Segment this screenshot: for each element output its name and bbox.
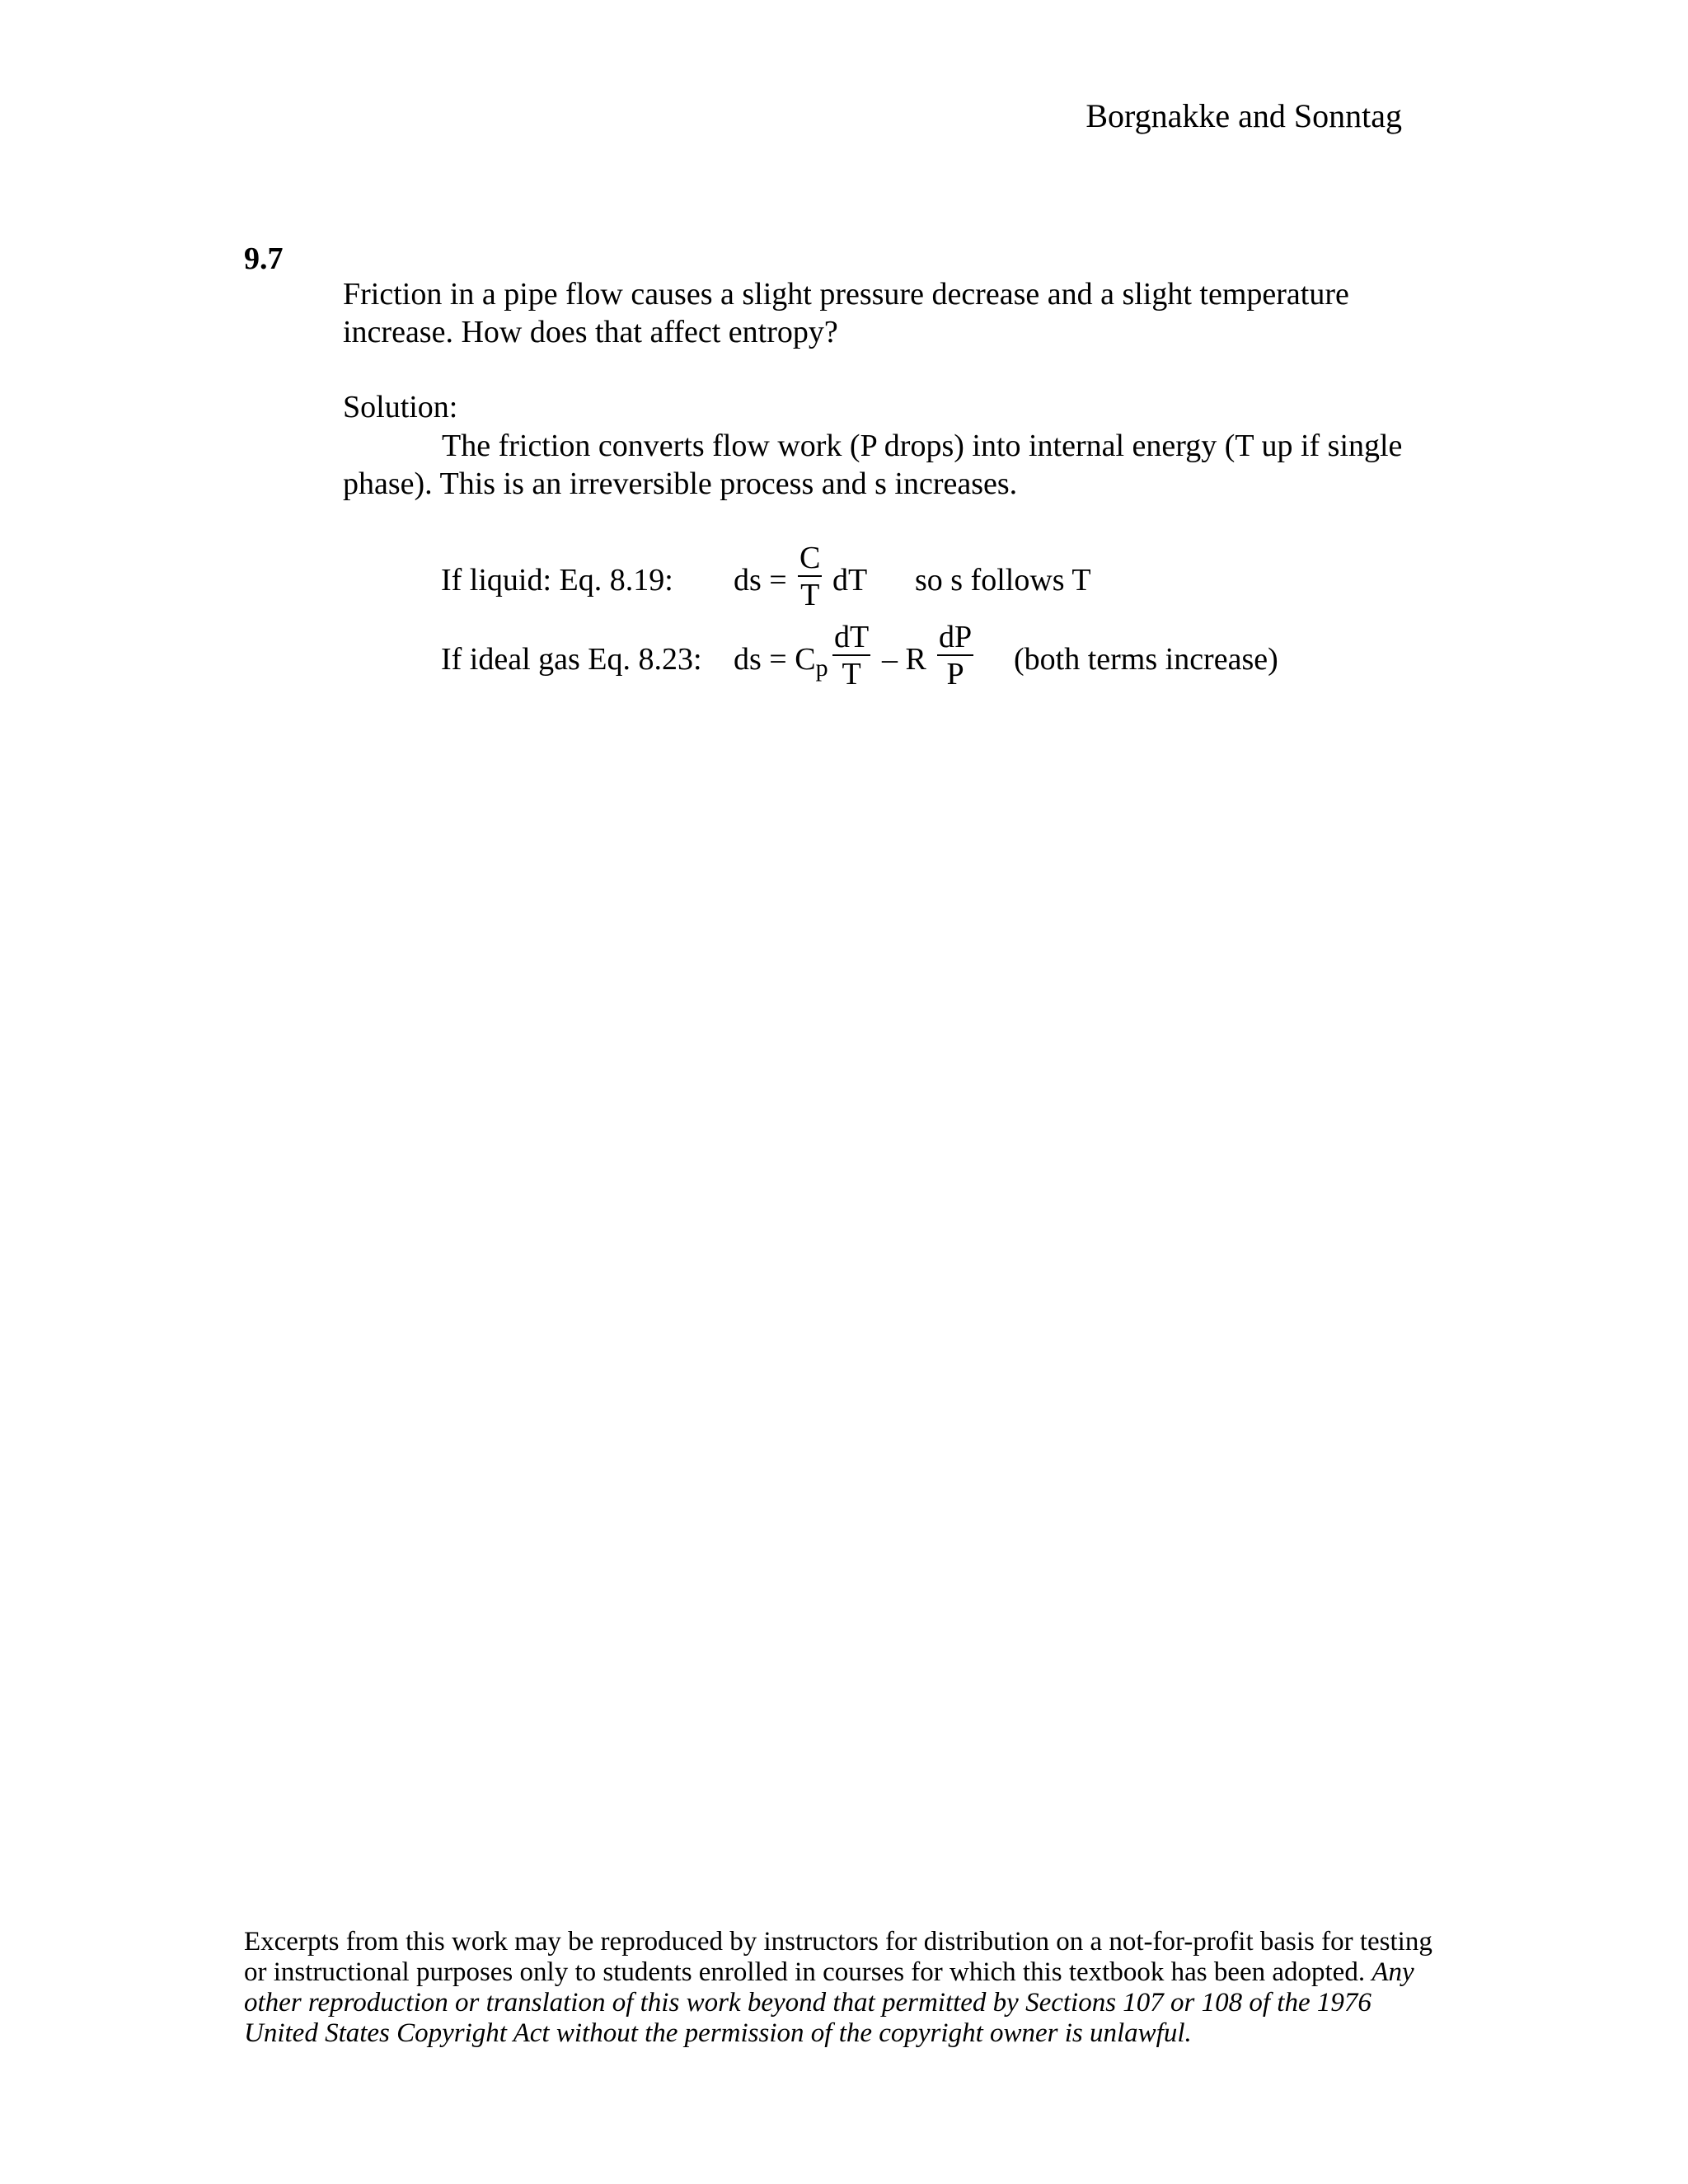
equation-liquid-note: so s follows T [915,563,1091,598]
fraction-denominator: P [946,657,964,691]
fraction-bar [937,654,973,656]
footer-italic-text: Any other reproduction or translation of this work beyond that permitted by Sections 107 or 108 of the 1976 United States Copyright Act without the permission of the copyright owner is unlawful. [244,1957,1414,2048]
equation-liquid-fraction [798,542,822,611]
solution-body: The friction converts flow work (P drops) into internal energy (T up if single phase). This is an irreversible process and s increases. [343,429,1403,501]
equation-gas-note: (both terms increase) [1014,642,1278,677]
problem-number: 9.7 [244,241,284,276]
fraction-numerator: dP [939,620,973,654]
equation-gas-subscript: p [815,654,828,682]
fraction-bar [832,654,870,656]
problem-question: Friction in a pipe flow causes a slight pressure decrease and a slight temperature increase. How does that affect entropy? [343,277,1349,349]
equation-liquid-lhs: ds = [734,563,787,598]
equation-liquid-tail: dT [832,563,868,598]
equation-gas-lhs [734,641,828,682]
fraction-bar [798,575,822,577]
equation-gas-lhs-text: ds = C [734,642,816,677]
copyright-footer [244,1927,1447,2049]
equation-gas-fraction-2 [937,621,973,690]
solution-label: Solution: [343,390,458,424]
equation-liquid-label: If liquid: Eq. 8.19: [441,563,673,598]
fraction-numerator: dT [834,620,870,654]
fraction-numerator: C [799,541,821,575]
fraction-denominator: T [800,578,820,612]
fraction-denominator: T [842,657,861,691]
header-author: Borgnakke and Sonntag [1085,97,1402,134]
equation-gas-label: If ideal gas Eq. 8.23: [441,642,702,677]
footer-regular-text: Excerpts from this work may be reproduced by instructors for distribution on a not-for-profit basis for testing or instructional purposes only to students enrolled in courses for which this textbook has been adopted. [244,1927,1432,1987]
equation-gas-fraction-1 [832,621,870,690]
equation-gas-minus: – R [882,642,926,677]
